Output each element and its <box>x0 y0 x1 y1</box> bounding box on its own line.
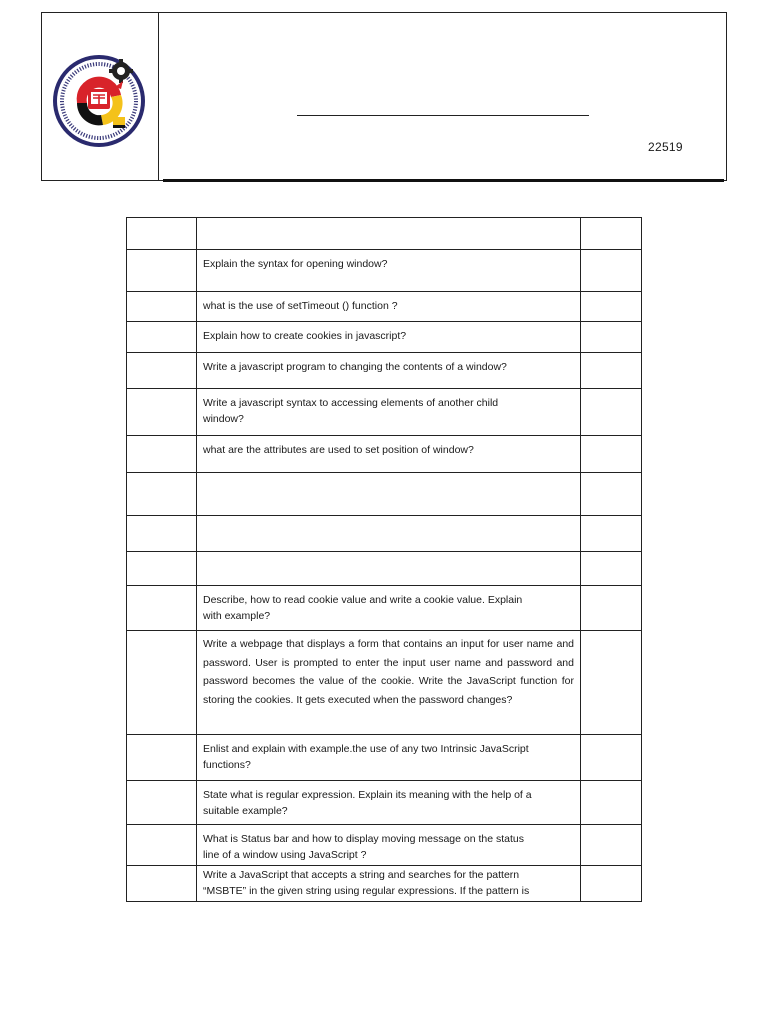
marks-cell <box>581 825 642 866</box>
marks-cell <box>581 631 642 735</box>
question-cell <box>197 516 581 552</box>
question-cell <box>197 552 581 586</box>
question-cell <box>197 473 581 516</box>
marks-cell <box>581 436 642 473</box>
question-number-cell <box>127 631 197 735</box>
marks-cell <box>581 473 642 516</box>
marks-cell <box>581 322 642 353</box>
institute-seal-icon <box>51 51 151 151</box>
question-text: Describe, how to read cookie value and write a cookie value. Explain with example? <box>203 594 523 622</box>
question-cell <box>197 353 581 389</box>
question-number-cell <box>127 735 197 781</box>
question-text: Enlist and explain with example.the use of any two Intrinsic JavaScript functions? <box>203 743 529 771</box>
table-row <box>127 250 642 292</box>
question-cell <box>197 292 581 322</box>
question-number-cell <box>127 825 197 866</box>
marks-cell <box>581 735 642 781</box>
table-row <box>127 389 642 436</box>
question-cell <box>197 781 581 825</box>
question-number-cell <box>127 781 197 825</box>
question-number-cell <box>127 436 197 473</box>
question-number-cell <box>127 473 197 516</box>
question-cell <box>197 250 581 292</box>
header-divider <box>163 179 724 182</box>
question-text <box>197 516 580 522</box>
table-row <box>127 866 642 902</box>
question-text: Write a javascript syntax to accessing elements of another child window? <box>203 397 499 425</box>
question-text <box>197 218 580 224</box>
question-number-cell <box>127 552 197 586</box>
document-header <box>41 12 727 181</box>
marks-cell <box>581 552 642 586</box>
marks-cell <box>581 353 642 389</box>
marks-cell <box>581 866 642 902</box>
table-row <box>127 586 642 631</box>
question-text: Write a javascript program to changing the contents of a window? <box>203 361 507 373</box>
marks-cell <box>581 389 642 436</box>
marks-cell <box>581 586 642 631</box>
marks-cell <box>581 292 642 322</box>
question-text: Explain how to create cookies in javascript? <box>203 330 407 342</box>
question-number-cell <box>127 516 197 552</box>
table-row <box>127 735 642 781</box>
question-cell <box>197 389 581 436</box>
question-text: Write a JavaScript that accepts a string and searches for the pattern “MSBTE” in the given string using regular expressions. If the pattern is <box>203 869 530 897</box>
marks-cell <box>581 781 642 825</box>
table-row <box>127 292 642 322</box>
course-code: 22519 <box>648 140 683 154</box>
question-cell <box>197 322 581 353</box>
question-number-cell <box>127 292 197 322</box>
question-number-cell <box>127 866 197 902</box>
question-text: Write a webpage that displays a form that contains an input for user name and password. User is prompted to enter the input user name and password and password becomes the value of the cookie. Write the JavaScript function for storing the cookies. It gets executed when the password changes? <box>203 638 574 706</box>
question-text: what are the attributes are used to set position of window? <box>203 444 474 456</box>
table-row <box>127 516 642 552</box>
question-number-cell <box>127 353 197 389</box>
table-row <box>127 353 642 389</box>
question-number-cell <box>127 389 197 436</box>
question-cell <box>197 825 581 866</box>
question-text: Explain the syntax for opening window? <box>203 258 388 270</box>
question-cell <box>197 218 581 250</box>
question-cell <box>197 586 581 631</box>
table-row <box>127 825 642 866</box>
question-cell <box>197 631 581 735</box>
question-text: what is the use of setTimeout () function ? <box>203 300 398 312</box>
question-number-cell <box>127 322 197 353</box>
question-number-cell <box>127 218 197 250</box>
marks-cell <box>581 218 642 250</box>
table-row <box>127 631 642 735</box>
question-text <box>197 552 580 558</box>
questions-table <box>126 217 642 902</box>
question-text <box>197 473 580 479</box>
question-text: What is Status bar and how to display moving message on the status line of a window using JavaScript ? <box>203 833 525 861</box>
question-cell <box>197 735 581 781</box>
logo-cell <box>42 13 159 180</box>
table-row <box>127 322 642 353</box>
table-row <box>127 436 642 473</box>
question-cell <box>197 866 581 902</box>
table-row <box>127 781 642 825</box>
question-number-cell <box>127 586 197 631</box>
question-text: State what is regular expression. Explain its meaning with the help of a suitable example? <box>203 789 532 817</box>
question-cell <box>197 436 581 473</box>
marks-cell <box>581 250 642 292</box>
table-row <box>127 218 642 250</box>
table-row <box>127 473 642 516</box>
table-row <box>127 552 642 586</box>
question-number-cell <box>127 250 197 292</box>
title-line <box>297 115 589 116</box>
marks-cell <box>581 516 642 552</box>
